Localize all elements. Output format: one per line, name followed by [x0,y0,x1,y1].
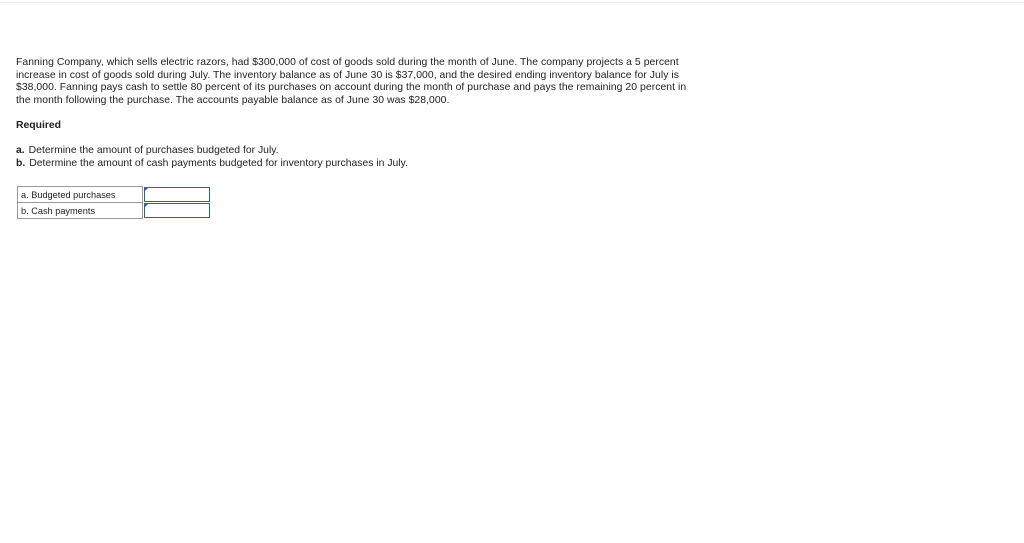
cash-payments-label: b. Cash payments [18,203,143,219]
required-heading: Required [16,120,62,132]
budgeted-purchases-label: a. Budgeted purchases [18,187,143,203]
problem-statement: Fanning Company, which sells electric razors, had $300,000 of cost of goods sold during the month of June. The company projects a 5 percent increase in cost of goods sold during July. The inventory balance as of June 30 is $37,000, and the desired ending inventory balance for July is $38,000. Fanning pays cash to settle 80 percent of its purchases on account during the month of purchase and pays the remaining 20 percent in the month following the purchase. The accounts payable balance as of June 30 was $28,000. [16,57,687,106]
input-corner-marker-icon [144,188,148,192]
cash-payments-cell [143,203,211,219]
requirement-letter: b. [16,158,26,170]
table-row [18,187,211,203]
answer-table [17,186,211,219]
input-corner-marker-icon [144,204,148,208]
budgeted-purchases-cell [143,187,211,203]
budgeted-purchases-input[interactable] [144,187,210,202]
requirement-b [16,157,696,170]
requirement-text: Determine the amount of purchases budgeted for July. [28,145,279,157]
cash-payments-input[interactable] [144,203,210,218]
top-divider [0,2,1024,3]
requirements-list [16,144,696,170]
requirement-letter: a. [16,145,25,157]
question-content [16,57,696,219]
requirement-text: Determine the amount of cash payments budgeted for inventory purchases in July. [29,158,408,170]
requirement-a [16,144,696,157]
table-row [18,203,211,219]
